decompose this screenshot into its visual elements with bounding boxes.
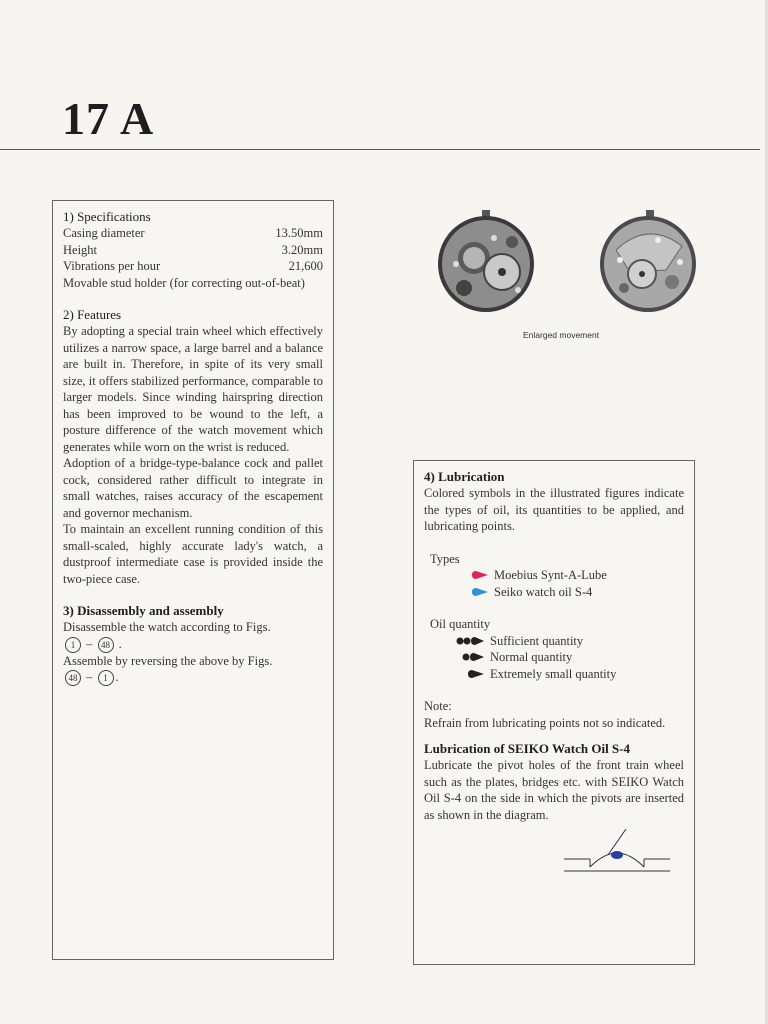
note-text: Refrain from lubricating points not so indicated. — [424, 715, 666, 730]
lubrication-box — [413, 460, 695, 965]
features-paragraph-3: To maintain an excellent running condition of this small-scaled, highly accurate lady's watch, a dustproof intermediate case is provided inside the two-piece case. — [63, 522, 323, 586]
s4-heading: Lubrication of SEIKO Watch Oil S-4 — [424, 741, 630, 756]
oil-type-name: Moebius Synt-A-Lube — [494, 568, 607, 582]
assemble-line: Assemble by reversing the above by Figs. — [63, 653, 273, 668]
triple-drop-icon — [440, 637, 490, 645]
movement-front-image — [434, 210, 538, 314]
spec-value: 13.50mm — [275, 226, 323, 240]
s4-text: Lubricate the pivot holes of the front train wheel such as the plates, bridges etc. with SEIKO Watch Oil S-4 on the side in which the pivots are inserted as shown in the diagram. — [424, 758, 684, 822]
oil-type-name: Seiko watch oil S-4 — [494, 584, 593, 599]
features-heading: 2) Features — [63, 307, 122, 322]
spec-row — [63, 258, 323, 275]
title-rule — [0, 149, 760, 150]
movement-photos — [430, 200, 700, 320]
fig-dash: – — [86, 636, 93, 651]
oil-drop-icon — [454, 588, 494, 596]
quantity-name: Sufficient quantity — [490, 633, 584, 648]
disassemble-text: Disassemble the watch according to Figs. 1 – 48 . — [63, 619, 323, 653]
pivot-diagram — [564, 829, 674, 879]
movement-back-image — [596, 210, 700, 314]
spec-row — [63, 225, 323, 242]
disassemble-line: Disassemble the watch according to Figs. — [63, 620, 271, 634]
single-drop-icon — [440, 670, 490, 678]
features-paragraph-2: Adoption of a bridge-type-balance cock and pallet cock, considered rather difficult to integrate in small watches, raises accuracy of the escapement and governor mechanism. — [63, 456, 323, 520]
quantity-row — [424, 666, 684, 683]
spec-label: Casing diameter — [63, 226, 145, 240]
oil-drop-icon — [454, 571, 494, 579]
spec-value: 21,600 — [288, 259, 323, 273]
fig-dash: – — [86, 670, 93, 685]
quantity-name: Normal quantity — [490, 650, 573, 664]
fig-ref-last: 48 — [65, 670, 81, 686]
fig-ref-first: 1 — [65, 637, 81, 653]
spec-label: Vibrations per hour — [63, 259, 161, 273]
fig-ref-first: 1 — [98, 670, 114, 686]
note-label: Note: — [424, 699, 452, 713]
page-title: 17 A — [62, 93, 155, 144]
left-text-box — [52, 200, 334, 960]
quantity-row — [424, 633, 684, 650]
spec-label: Height — [63, 242, 98, 257]
lubrication-heading: 4) Lubrication — [424, 469, 505, 484]
spec-value: 3.20mm — [281, 242, 323, 257]
double-drop-icon — [440, 653, 490, 661]
spec-row — [63, 242, 323, 259]
specs-heading: 1) Specifications — [63, 209, 151, 224]
specs-note: Movable stud holder (for correcting out-of-beat) — [63, 275, 305, 290]
image-caption: Enlarged movement — [523, 330, 600, 340]
fig-ref-last: 48 — [98, 637, 114, 653]
features-paragraph-1: By adopting a special train wheel which effectively utilizes a narrow space, a large barrel and a balance are built in. Therefore, in spite of its very small size, it offers stabilized performance, comparable to larger models. Since winding hairspring direction has been improved to be wound to the left, a posture difference of the watch movement which generates while worn on the wrist is reduced. — [63, 324, 323, 454]
oil-type-row — [424, 584, 684, 601]
quantity-row — [424, 649, 684, 666]
assembly-heading: 3) Disassembly and assembly — [63, 603, 224, 618]
types-label: Types — [430, 551, 460, 566]
lubrication-intro: Colored symbols in the illustrated figures indicate the types of oil, its quantities to be applied, and lubricating points. — [424, 486, 684, 533]
oil-type-row — [424, 567, 684, 584]
assemble-text: Assemble by reversing the above by Figs. 48 – 1 . — [63, 653, 323, 687]
quantity-label: Oil quantity — [430, 617, 491, 631]
quantity-name: Extremely small quantity — [490, 666, 617, 681]
